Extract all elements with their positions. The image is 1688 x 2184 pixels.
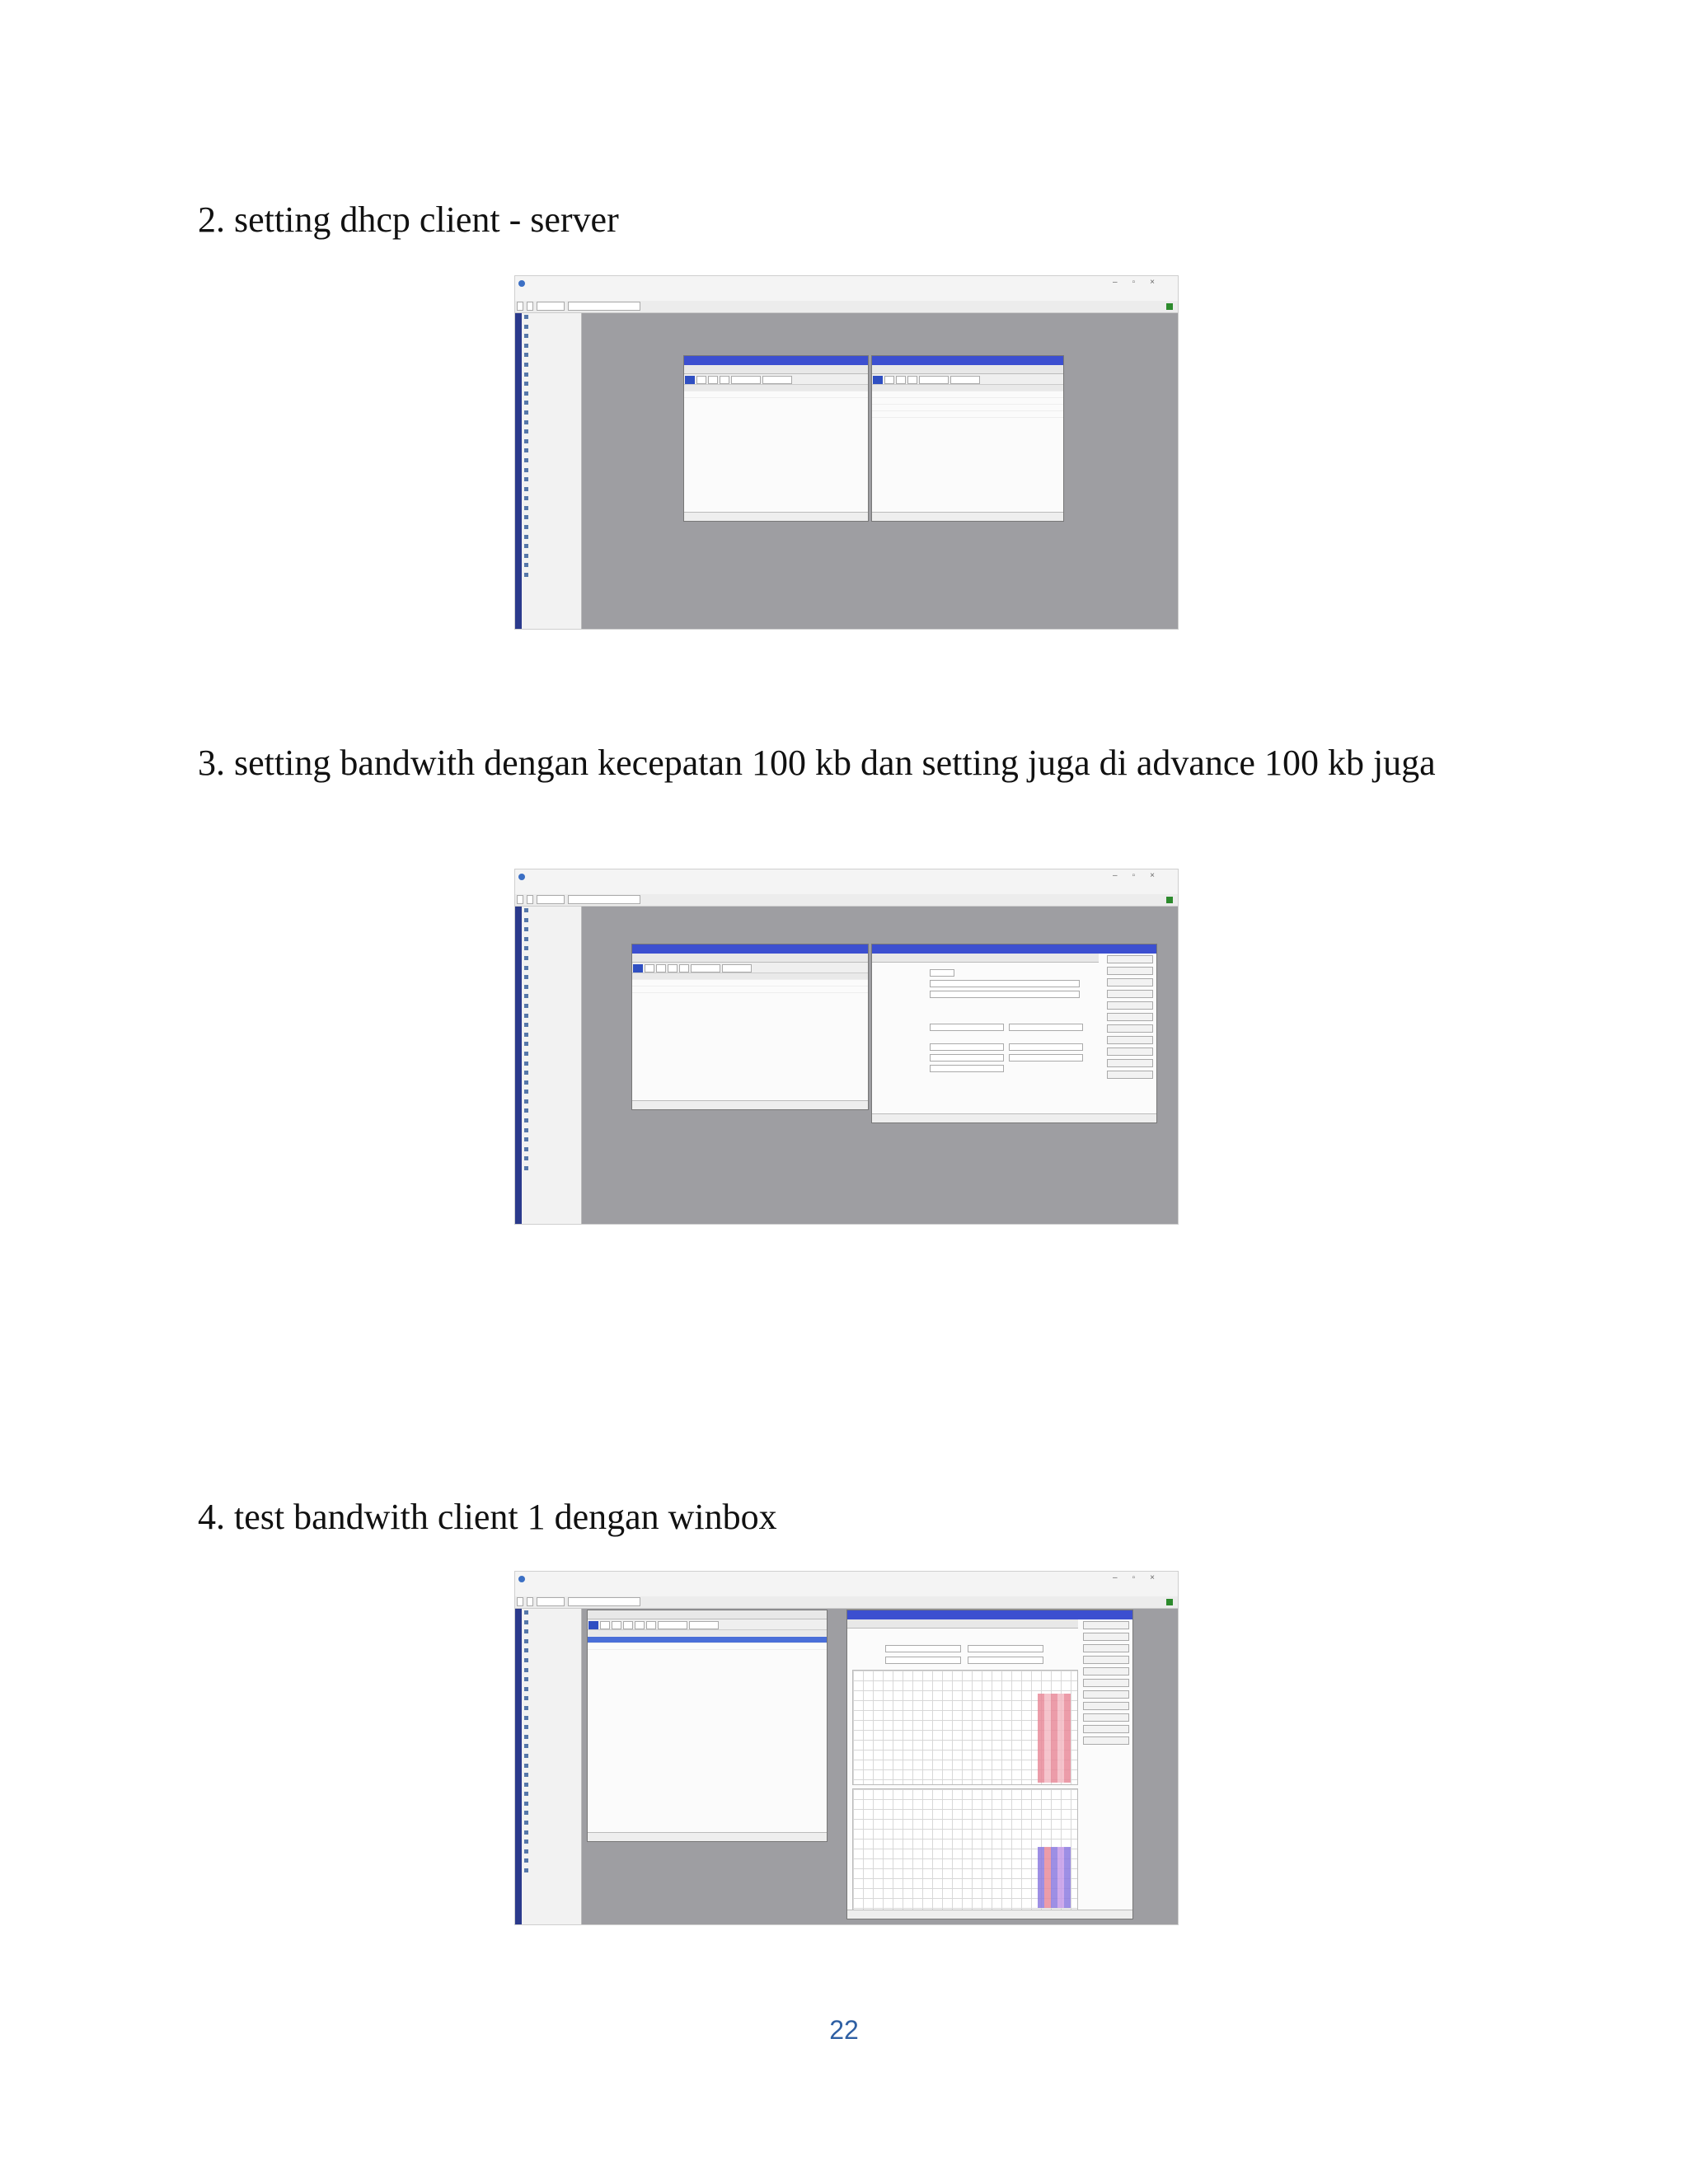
new-simple-queue-window: [871, 944, 1157, 1123]
section-3-heading: 3. setting bandwith dengan kecepatan 100 kb dan setting juga di advance 100 kb juga: [198, 743, 1436, 783]
winbox-logo-icon: [518, 1576, 525, 1582]
dhcp-client-window: [683, 355, 869, 522]
winbox-titlebar: [515, 1572, 1178, 1586]
winbox-titlebar: [515, 276, 1178, 291]
winbox-toolbar: [515, 301, 1178, 313]
winbox-logo-icon: [518, 280, 525, 287]
queue-list-window: [587, 1610, 828, 1842]
screenshot-bandwidth-setting: [514, 869, 1179, 1225]
section-2-heading: 2. setting dhcp client - server: [198, 199, 619, 240]
window-controls-icon: –▫×: [1113, 278, 1170, 287]
window-controls-icon: –▫×: [1113, 871, 1170, 880]
simple-queue-traffic-window: [846, 1610, 1133, 1919]
queue-list-window: [631, 944, 869, 1110]
winbox-toolbar: [515, 894, 1178, 907]
winbox-menubar: [515, 291, 1178, 301]
winbox-menubar: [515, 884, 1178, 894]
screenshot-dhcp-client-server: [514, 275, 1179, 630]
section-4-heading: 4. test bandwith client 1 dengan winbox: [198, 1497, 777, 1537]
status-indicator-icon: [1166, 1599, 1173, 1605]
traffic-graph-packets: [852, 1788, 1078, 1910]
status-indicator-icon: [1166, 303, 1173, 310]
winbox-menubar: [515, 1586, 1178, 1596]
winbox-sidebar: [515, 907, 582, 1224]
traffic-graph-rate: [852, 1670, 1078, 1785]
winbox-sidebar: [515, 1609, 582, 1924]
winbox-toolbar: [515, 1596, 1178, 1609]
winbox-logo-icon: [518, 874, 525, 880]
window-controls-icon: –▫×: [1113, 1573, 1170, 1582]
winbox-titlebar: [515, 869, 1178, 884]
winbox-sidebar: [515, 313, 582, 629]
screenshot-bandwidth-test: [514, 1571, 1179, 1925]
status-indicator-icon: [1166, 897, 1173, 903]
dhcp-server-window: [871, 355, 1064, 522]
page-number: 22: [829, 2015, 859, 2045]
